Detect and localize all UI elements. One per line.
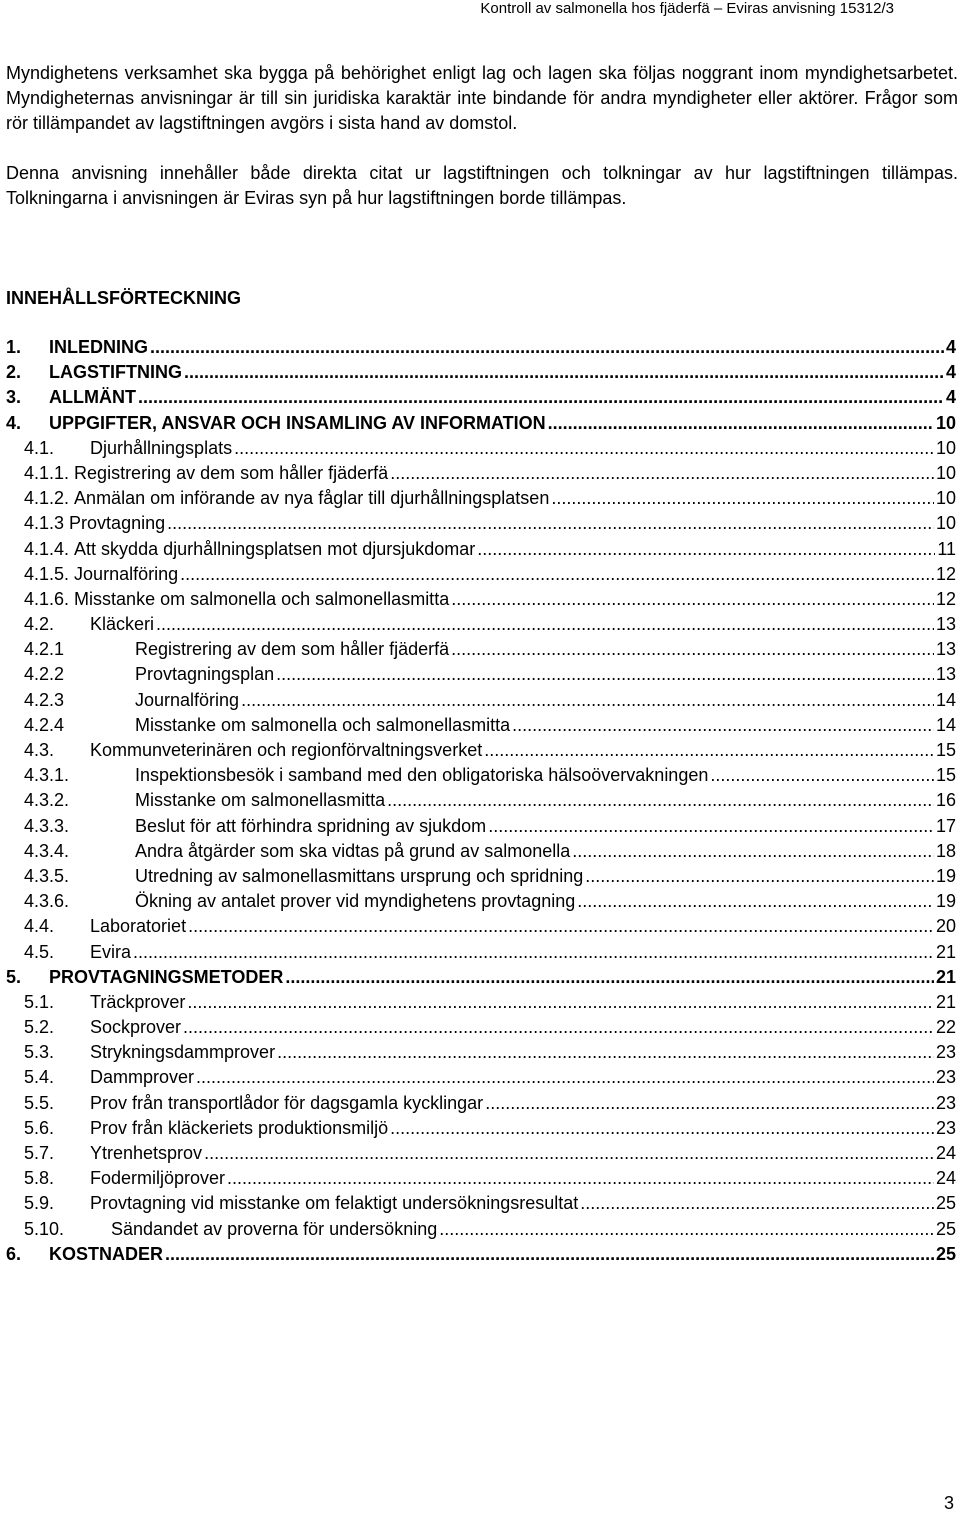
toc-entry-number: 4. (6, 412, 22, 433)
toc-entry-number: 4.1.2. (24, 488, 70, 509)
toc-entry[interactable] (6, 1242, 956, 1267)
toc-entry-title: Utredning av salmonellasmittans ursprung och spridning (135, 865, 584, 886)
toc-entry-number: 4.1.5. (24, 563, 70, 584)
toc-entry-title: Evira (90, 941, 132, 962)
toc-entry-title: UPPGIFTER, ANSVAR OCH INSAMLING AV INFORMATION (49, 412, 546, 433)
toc-entry-title: Ökning av antalet prover vid myndighetens provtagning (135, 891, 576, 912)
toc-entry[interactable] (6, 738, 956, 763)
toc-entry-title: Sändandet av proverna för undersökning (111, 1218, 438, 1239)
toc-entry-number: 6. (6, 1243, 22, 1264)
toc-entry-page: 22 (935, 1017, 956, 1038)
toc-entry-number: 4.2.1 (24, 639, 65, 660)
intro-text (6, 61, 958, 211)
toc-entry-page: 20 (935, 916, 956, 937)
toc-entry-number: 4.2.2 (24, 664, 65, 685)
toc-dot-leader (187, 990, 934, 1015)
toc-entry-title: Djurhållningsplats (90, 437, 233, 458)
toc-entry[interactable] (6, 1065, 956, 1090)
toc-dot-leader (512, 713, 934, 738)
toc-heading: INNEHÅLLSFÖRTECKNING (6, 288, 241, 308)
toc-entry-number: 5. (6, 966, 22, 987)
toc-dot-leader (439, 1217, 934, 1242)
toc-entry-title: ALLMÄNT (49, 387, 136, 408)
toc-entry-title: Provtagning vid misstanke om felaktigt undersökningsresultat (90, 1193, 579, 1214)
toc-entry-page: 24 (935, 1168, 956, 1189)
toc-entry-page: 4 (945, 362, 956, 383)
toc-dot-leader (548, 411, 934, 436)
toc-entry-page: 23 (935, 1067, 956, 1088)
toc-entry-number: 4.1.1. (24, 462, 70, 483)
toc-entry-number: 4.2.4 (24, 714, 65, 735)
toc-entry-title: Beslut för att förhindra spridning av sjukdom (135, 815, 487, 836)
toc-dot-leader (390, 461, 934, 486)
toc-entry-title: Misstanke om salmonella och salmonellasmitta (135, 714, 511, 735)
toc-entry-page: 19 (935, 891, 956, 912)
toc-entry[interactable] (6, 637, 956, 662)
toc-entry-title: LAGSTIFTNING (49, 362, 182, 383)
toc-dot-leader (488, 814, 934, 839)
toc-entry-page: 10 (935, 437, 956, 458)
toc-entry-page: 19 (935, 865, 956, 886)
toc-entry[interactable] (6, 411, 956, 436)
toc-entry-page: 10 (935, 412, 956, 433)
toc-entry[interactable] (6, 511, 956, 536)
toc-entry[interactable] (6, 1141, 956, 1166)
toc-dot-leader (165, 1242, 934, 1267)
toc-entry-title: Fodermiljöprover (90, 1168, 226, 1189)
toc-entry-title: Journalföring (74, 563, 179, 584)
toc-dot-leader (551, 486, 934, 511)
toc-entry[interactable] (6, 1191, 956, 1216)
intro-paragraph: Myndighetens verksamhet ska bygga på behörighet enligt lag och lagen ska följas noggrant inom myndighetsarbetet. Myndigheternas anvisningar är till sin juridiska karaktär inte bindande för andra myndigheter eller aktörer. Frågor som rör tillämpandet av lagstiftningen avgörs i sista hand av domstol. (6, 63, 958, 133)
toc-entry-page: 10 (935, 513, 956, 534)
toc-entry-number: 5.2. (24, 1017, 55, 1038)
toc-entry[interactable] (6, 965, 956, 990)
toc-entry[interactable] (6, 662, 956, 687)
toc-entry[interactable] (6, 788, 956, 813)
toc-dot-leader (150, 335, 944, 360)
toc-entry-title: Att skydda djurhållningsplatsen mot djursjukdomar (74, 538, 476, 559)
toc-dot-leader (196, 1065, 934, 1090)
toc-dot-leader (585, 864, 934, 889)
toc-dot-leader (485, 1091, 934, 1116)
toc-entry-number: 5.1. (24, 991, 55, 1012)
toc-entry[interactable] (6, 889, 956, 914)
toc-entry-title: Prov från transportlådor för dagsgamla kycklingar (90, 1092, 484, 1113)
toc-dot-leader (241, 688, 934, 713)
toc-entry-number: 5.8. (24, 1168, 55, 1189)
toc-entry-number: 4.1.3 (24, 513, 65, 534)
toc-entry[interactable] (6, 436, 956, 461)
toc-entry[interactable] (6, 1040, 956, 1065)
toc-entry-page: 15 (935, 740, 956, 760)
toc-dot-leader (277, 1040, 934, 1065)
toc-entry-page: 15 (935, 765, 956, 786)
toc-dot-leader (156, 612, 934, 637)
toc-entry-number: 4.1.4. (24, 538, 70, 559)
toc-entry-number: 3. (6, 387, 22, 408)
toc-dot-leader (188, 914, 934, 939)
toc-entry-title: Prov från kläckeriets produktionsmiljö (90, 1117, 389, 1138)
toc-entry-title: Provtagningsplan (135, 664, 275, 685)
toc-dot-leader (183, 1015, 934, 1040)
toc-entry-page: 13 (935, 664, 956, 685)
toc-entry[interactable] (6, 612, 956, 637)
intro-paragraph: Denna anvisning innehåller både direkta citat ur lagstiftningen och tolkningar av hur lagstiftningen tillämpas. Tolkningarna i anvisningen är Eviras syn på hur lagstiftningen borde tillämpas. (6, 163, 958, 208)
toc-dot-leader (133, 940, 934, 965)
toc-entry-number: 5.10. (24, 1218, 65, 1239)
toc-entry-page: 24 (935, 1143, 956, 1163)
toc-entry-number: 5.3. (24, 1042, 55, 1063)
toc-entry-number: 5.5. (24, 1092, 55, 1113)
toc-entry[interactable] (6, 335, 956, 360)
toc-entry-page: 4 (945, 387, 956, 408)
toc-entry-title: Ytrenhetsprov (90, 1143, 203, 1163)
toc-entry-number: 4.3.4. (24, 840, 70, 861)
page-number: 3 (943, 1493, 954, 1513)
toc-dot-leader (710, 763, 934, 788)
toc-entry[interactable] (6, 864, 956, 889)
toc-entry-title: Provtagning (69, 513, 166, 534)
toc-entry-number: 5.9. (24, 1193, 55, 1214)
toc-entry[interactable] (6, 940, 956, 965)
toc-entry-page: 21 (935, 966, 956, 987)
toc-dot-leader (167, 511, 934, 536)
toc-entry-number: 4.3.2. (24, 790, 70, 811)
toc-entry-number: 5.4. (24, 1067, 55, 1088)
toc-entry-title: Registrering av dem som håller fjäderfä (135, 639, 450, 660)
toc-dot-leader (276, 662, 934, 687)
toc-dot-leader (580, 1191, 934, 1216)
toc-entry[interactable] (6, 814, 956, 839)
toc-entry-page: 25 (935, 1243, 956, 1264)
toc-dot-leader (484, 738, 934, 763)
toc-entry-title: Registrering av dem som håller fjäderfä (74, 462, 389, 483)
toc-entry-number: 4.2.3 (24, 689, 65, 710)
toc-dot-leader (234, 436, 934, 461)
toc-entry-number: 4.1. (24, 437, 55, 458)
toc-entry-title: Kommunveterinären och regionförvaltningsverket (90, 740, 483, 760)
toc-entry-number: 4.1.6. (24, 588, 70, 609)
toc-entry[interactable] (6, 562, 956, 587)
toc-entry[interactable] (6, 763, 956, 788)
toc-entry-title: Dammprover (90, 1067, 195, 1088)
running-header: Kontroll av salmonella hos fjäderfä – Eviras anvisning 15312/3 (480, 0, 894, 17)
toc-entry-title: Misstanke om salmonella och salmonellasmitta (74, 588, 450, 609)
toc-entry-title: Laboratoriet (90, 916, 187, 937)
toc-entry-page: 10 (935, 462, 956, 483)
toc-entry[interactable] (6, 1015, 956, 1040)
toc-entry-page: 12 (935, 563, 956, 584)
toc-dot-leader (451, 637, 934, 662)
toc-entry[interactable] (6, 587, 956, 612)
toc-entry-page: 13 (935, 614, 956, 635)
toc-entry-page: 18 (935, 840, 956, 861)
toc-entry-page: 25 (935, 1193, 956, 1214)
toc-entry[interactable] (6, 1217, 956, 1242)
toc-entry[interactable] (6, 688, 956, 713)
toc-entry-page: 14 (935, 689, 956, 710)
toc-dot-leader (451, 587, 934, 612)
toc-dot-leader (387, 788, 934, 813)
toc-entry-number: 1. (6, 337, 22, 357)
toc-entry-title: Misstanke om salmonellasmitta (135, 790, 386, 811)
toc-entry-number: 4.3.5. (24, 865, 70, 886)
toc-entry-title: Journalföring (135, 689, 240, 710)
toc-entry[interactable] (6, 486, 956, 511)
toc-entry[interactable] (6, 1091, 956, 1116)
toc-entry-page: 11 (937, 538, 956, 559)
toc-entry-page: 23 (935, 1117, 956, 1138)
toc-entry-title: Träckprover (90, 991, 186, 1012)
toc-dot-leader (572, 839, 934, 864)
toc-entry[interactable] (6, 360, 956, 385)
toc-entry-page: 17 (935, 815, 956, 836)
toc-entry-title: KOSTNADER (49, 1243, 164, 1264)
toc-entry-page: 25 (935, 1218, 956, 1239)
toc-entry-page: 16 (935, 790, 956, 811)
toc-entry-number: 5.7. (24, 1143, 55, 1163)
toc-entry[interactable] (6, 461, 956, 486)
toc-entry-page: 12 (935, 588, 956, 609)
toc-dot-leader (285, 965, 934, 990)
toc-entry-page: 23 (935, 1042, 956, 1063)
toc-entry[interactable] (6, 537, 956, 562)
toc-dot-leader (204, 1141, 934, 1166)
table-of-contents (6, 335, 956, 1267)
toc-entry-title: Sockprover (90, 1017, 182, 1038)
toc-entry[interactable] (6, 839, 956, 864)
toc-entry-number: 5.6. (24, 1117, 55, 1138)
toc-entry-page: 4 (945, 337, 956, 357)
toc-entry-title: Strykningsdammprover (90, 1042, 276, 1063)
toc-entry-page: 21 (935, 941, 956, 962)
toc-dot-leader (180, 562, 934, 587)
toc-entry-number: 4.5. (24, 941, 55, 962)
toc-dot-leader (390, 1116, 934, 1141)
toc-entry[interactable] (6, 990, 956, 1015)
toc-entry-title: INLEDNING (49, 337, 148, 357)
toc-entry-title: Kläckeri (90, 614, 155, 635)
toc-dot-leader (227, 1166, 934, 1191)
toc-dot-leader (577, 889, 934, 914)
toc-dot-leader (184, 360, 944, 385)
toc-entry[interactable] (6, 914, 956, 939)
toc-entry-title: Inspektionsbesök i samband med den obligatoriska hälsoövervakningen (135, 765, 709, 786)
toc-entry-number: 2. (6, 362, 22, 383)
toc-dot-leader (138, 385, 944, 410)
toc-entry-number: 4.4. (24, 916, 55, 937)
toc-entry-number: 4.3. (24, 740, 55, 760)
toc-entry[interactable] (6, 713, 956, 738)
toc-entry-page: 13 (935, 639, 956, 660)
toc-entry-number: 4.3.6. (24, 891, 70, 912)
toc-entry-page: 10 (935, 488, 956, 509)
toc-entry-number: 4.3.3. (24, 815, 70, 836)
toc-entry[interactable] (6, 1116, 956, 1141)
toc-entry-page: 21 (935, 991, 956, 1012)
toc-entry[interactable] (6, 1166, 956, 1191)
toc-entry-page: 14 (935, 714, 956, 735)
toc-entry-page: 23 (935, 1092, 956, 1113)
toc-entry-title: Anmälan om införande av nya fåglar till djurhållningsplatsen (74, 488, 550, 509)
toc-entry[interactable] (6, 385, 956, 410)
toc-dot-leader (477, 537, 935, 562)
toc-entry-number: 4.3.1. (24, 765, 70, 786)
toc-entry-title: PROVTAGNINGSMETODER (49, 966, 284, 987)
toc-entry-title: Andra åtgärder som ska vidtas på grund av salmonella (135, 840, 571, 861)
toc-entry-number: 4.2. (24, 614, 55, 635)
